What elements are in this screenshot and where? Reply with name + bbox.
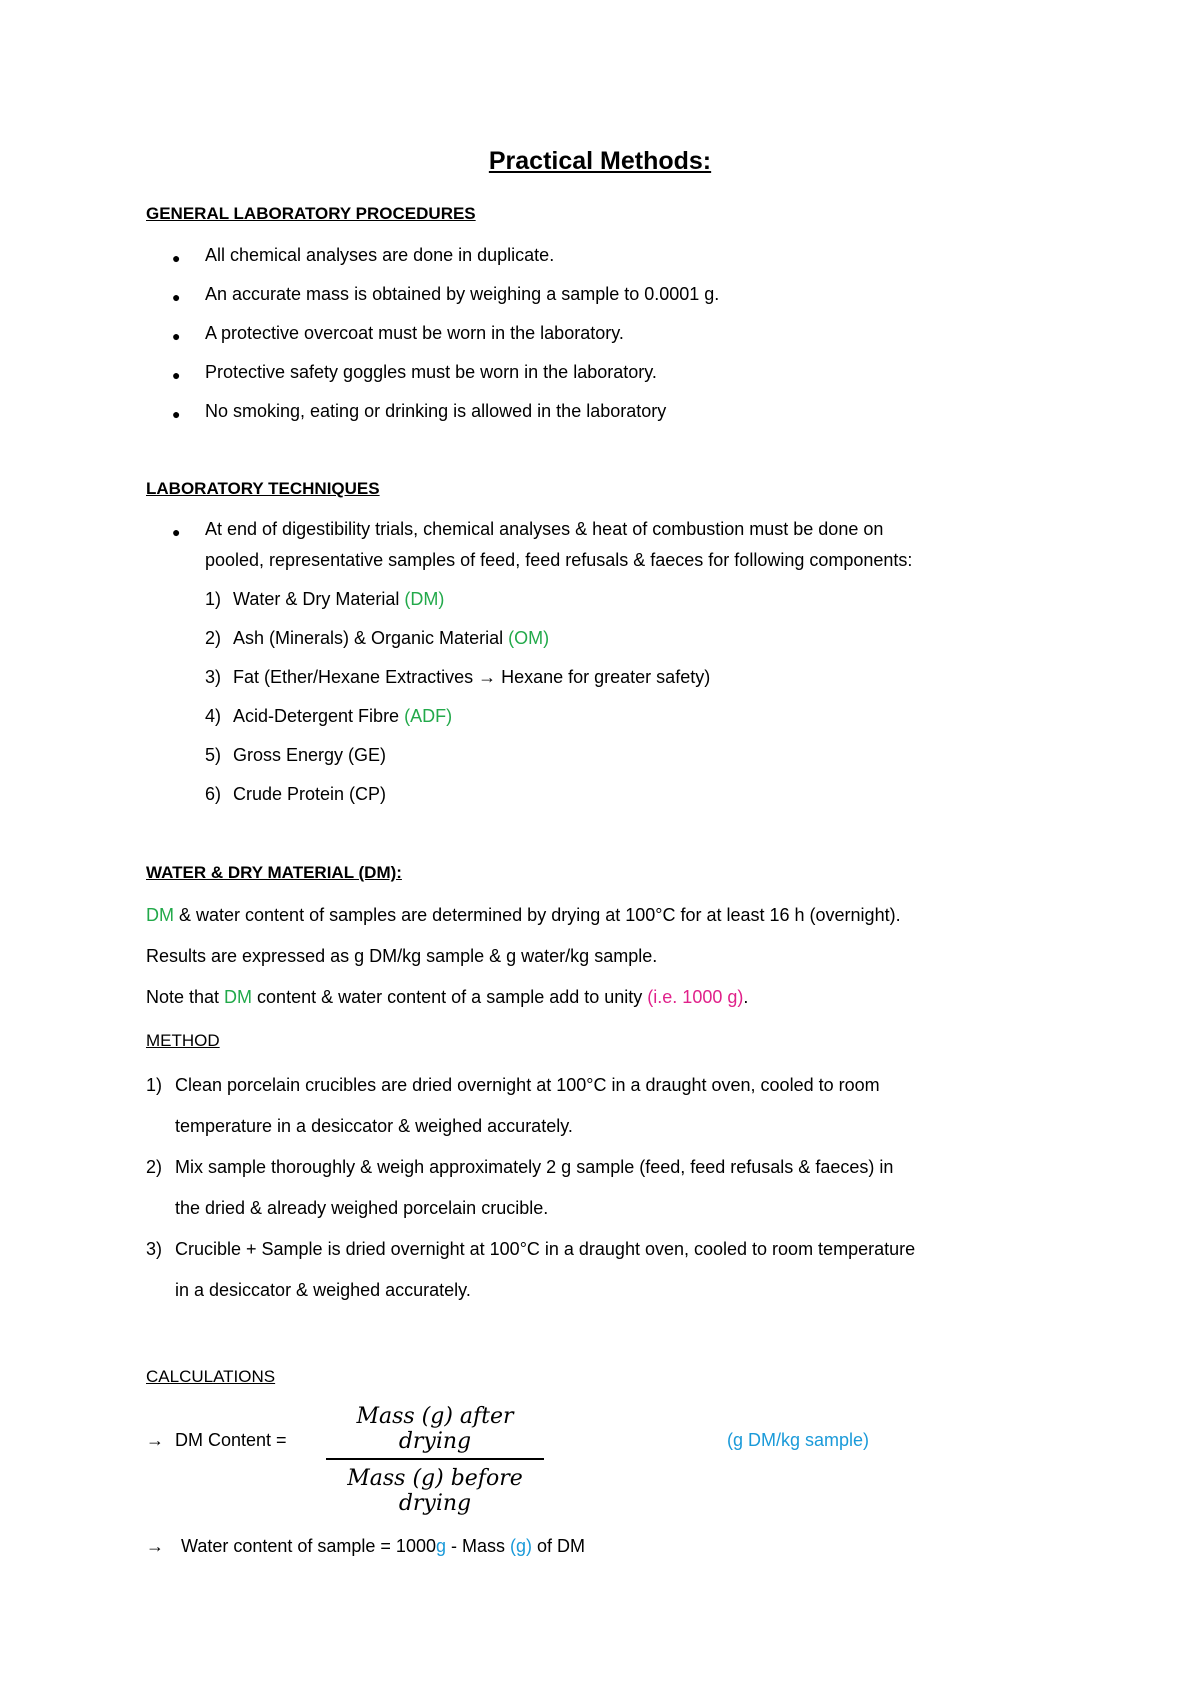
- water-dm-heading: WATER & DRY MATERIAL (DM):: [146, 863, 402, 882]
- arrow-icon: →: [146, 1430, 164, 1450]
- bullet-icon: ●: [172, 328, 181, 344]
- arrow-right-icon: →: [478, 667, 497, 687]
- paragraph-dm-determination: DM & water content of samples are determined by drying at 100°C for at least 16 h (overnight).: [146, 905, 901, 925]
- bullet-icon: ●: [172, 524, 181, 540]
- step-number: 1): [146, 1075, 163, 1095]
- fraction-numerator: Mass (g) after drying: [356, 1404, 514, 1454]
- step-line: temperature in a desiccator & weighed accurately.: [175, 1116, 573, 1136]
- arrow-icon: →: [146, 1536, 164, 1556]
- method-heading: METHOD: [146, 1031, 220, 1050]
- lab-techniques-heading: LABORATORY TECHNIQUES: [146, 479, 380, 498]
- list-item: Water & Dry Material (DM): [233, 589, 445, 609]
- step-line: Mix sample thoroughly & weigh approximately 2 g sample (feed, feed refusals & faeces) in: [175, 1157, 894, 1177]
- list-item: Crude Protein (CP): [233, 784, 387, 804]
- bullet-icon: ●: [172, 250, 181, 266]
- step-line: in a desiccator & weighed accurately.: [175, 1280, 471, 1300]
- step-number: 2): [146, 1157, 163, 1177]
- list-item: No smoking, eating or drinking is allowed in the laboratory: [205, 401, 667, 421]
- step-line: Clean porcelain crucibles are dried overnight at 100°C in a draught oven, cooled to room: [175, 1075, 880, 1095]
- bullet-icon: ●: [172, 289, 181, 305]
- general-procedures-heading: GENERAL LABORATORY PROCEDURES: [146, 204, 476, 223]
- abbr-om: (OM): [508, 628, 550, 648]
- paragraph-unity-note: Note that DM content & water content of a sample add to unity (i.e. 1000 g).: [146, 987, 749, 1007]
- list-item-number: 3): [205, 667, 222, 687]
- techniques-intro-line-1: At end of digestibility trials, chemical analyses & heat of combustion must be done on: [205, 519, 884, 539]
- list-item: Ash (Minerals) & Organic Material (OM): [233, 628, 550, 648]
- techniques-intro-line-2: pooled, representative samples of feed, feed refusals & faeces for following components:: [205, 550, 913, 570]
- step-number: 3): [146, 1239, 163, 1259]
- paragraph-results: Results are expressed as g DM/kg sample & g water/kg sample.: [146, 946, 658, 966]
- dm-content-label: DM Content =: [175, 1430, 287, 1450]
- list-item: A protective overcoat must be worn in the laboratory.: [205, 323, 624, 343]
- list-item: An accurate mass is obtained by weighing a sample to 0.0001 g.: [205, 284, 720, 304]
- list-item: Fat (Ether/Hexane Extractives → Hexane for greater safety): [233, 667, 711, 687]
- list-item-number: 2): [205, 628, 222, 648]
- abbr-dm: (DM): [404, 589, 445, 609]
- calculations-heading: CALCULATIONS: [146, 1367, 276, 1386]
- bullet-icon: ●: [172, 406, 181, 422]
- list-item-number: 6): [205, 784, 222, 804]
- list-item: All chemical analyses are done in duplicate.: [205, 245, 555, 265]
- bullet-icon: ●: [172, 367, 181, 383]
- list-item: Gross Energy (GE): [233, 745, 387, 765]
- list-item: Acid-Detergent Fibre (ADF): [233, 706, 453, 726]
- step-line: Crucible + Sample is dried overnight at 100°C in a draught oven, cooled to room temperature: [175, 1239, 916, 1259]
- dm-unit-label: (g DM/kg sample): [727, 1430, 870, 1450]
- list-item-number: 1): [205, 589, 222, 609]
- list-item: Protective safety goggles must be worn in the laboratory.: [205, 362, 657, 382]
- fraction-denominator: Mass (g) before drying: [347, 1466, 523, 1516]
- dm-content-fraction: [326, 1404, 544, 1516]
- page-title: Practical Methods:: [488, 147, 712, 175]
- step-line: the dried & already weighed porcelain crucible.: [175, 1198, 549, 1218]
- list-item-number: 5): [205, 745, 222, 765]
- fraction-bar: [326, 1458, 544, 1460]
- water-content-formula: Water content of sample = 1000g - Mass (g) of DM: [181, 1536, 586, 1556]
- list-item-number: 4): [205, 706, 222, 726]
- abbr-adf: (ADF): [404, 706, 453, 726]
